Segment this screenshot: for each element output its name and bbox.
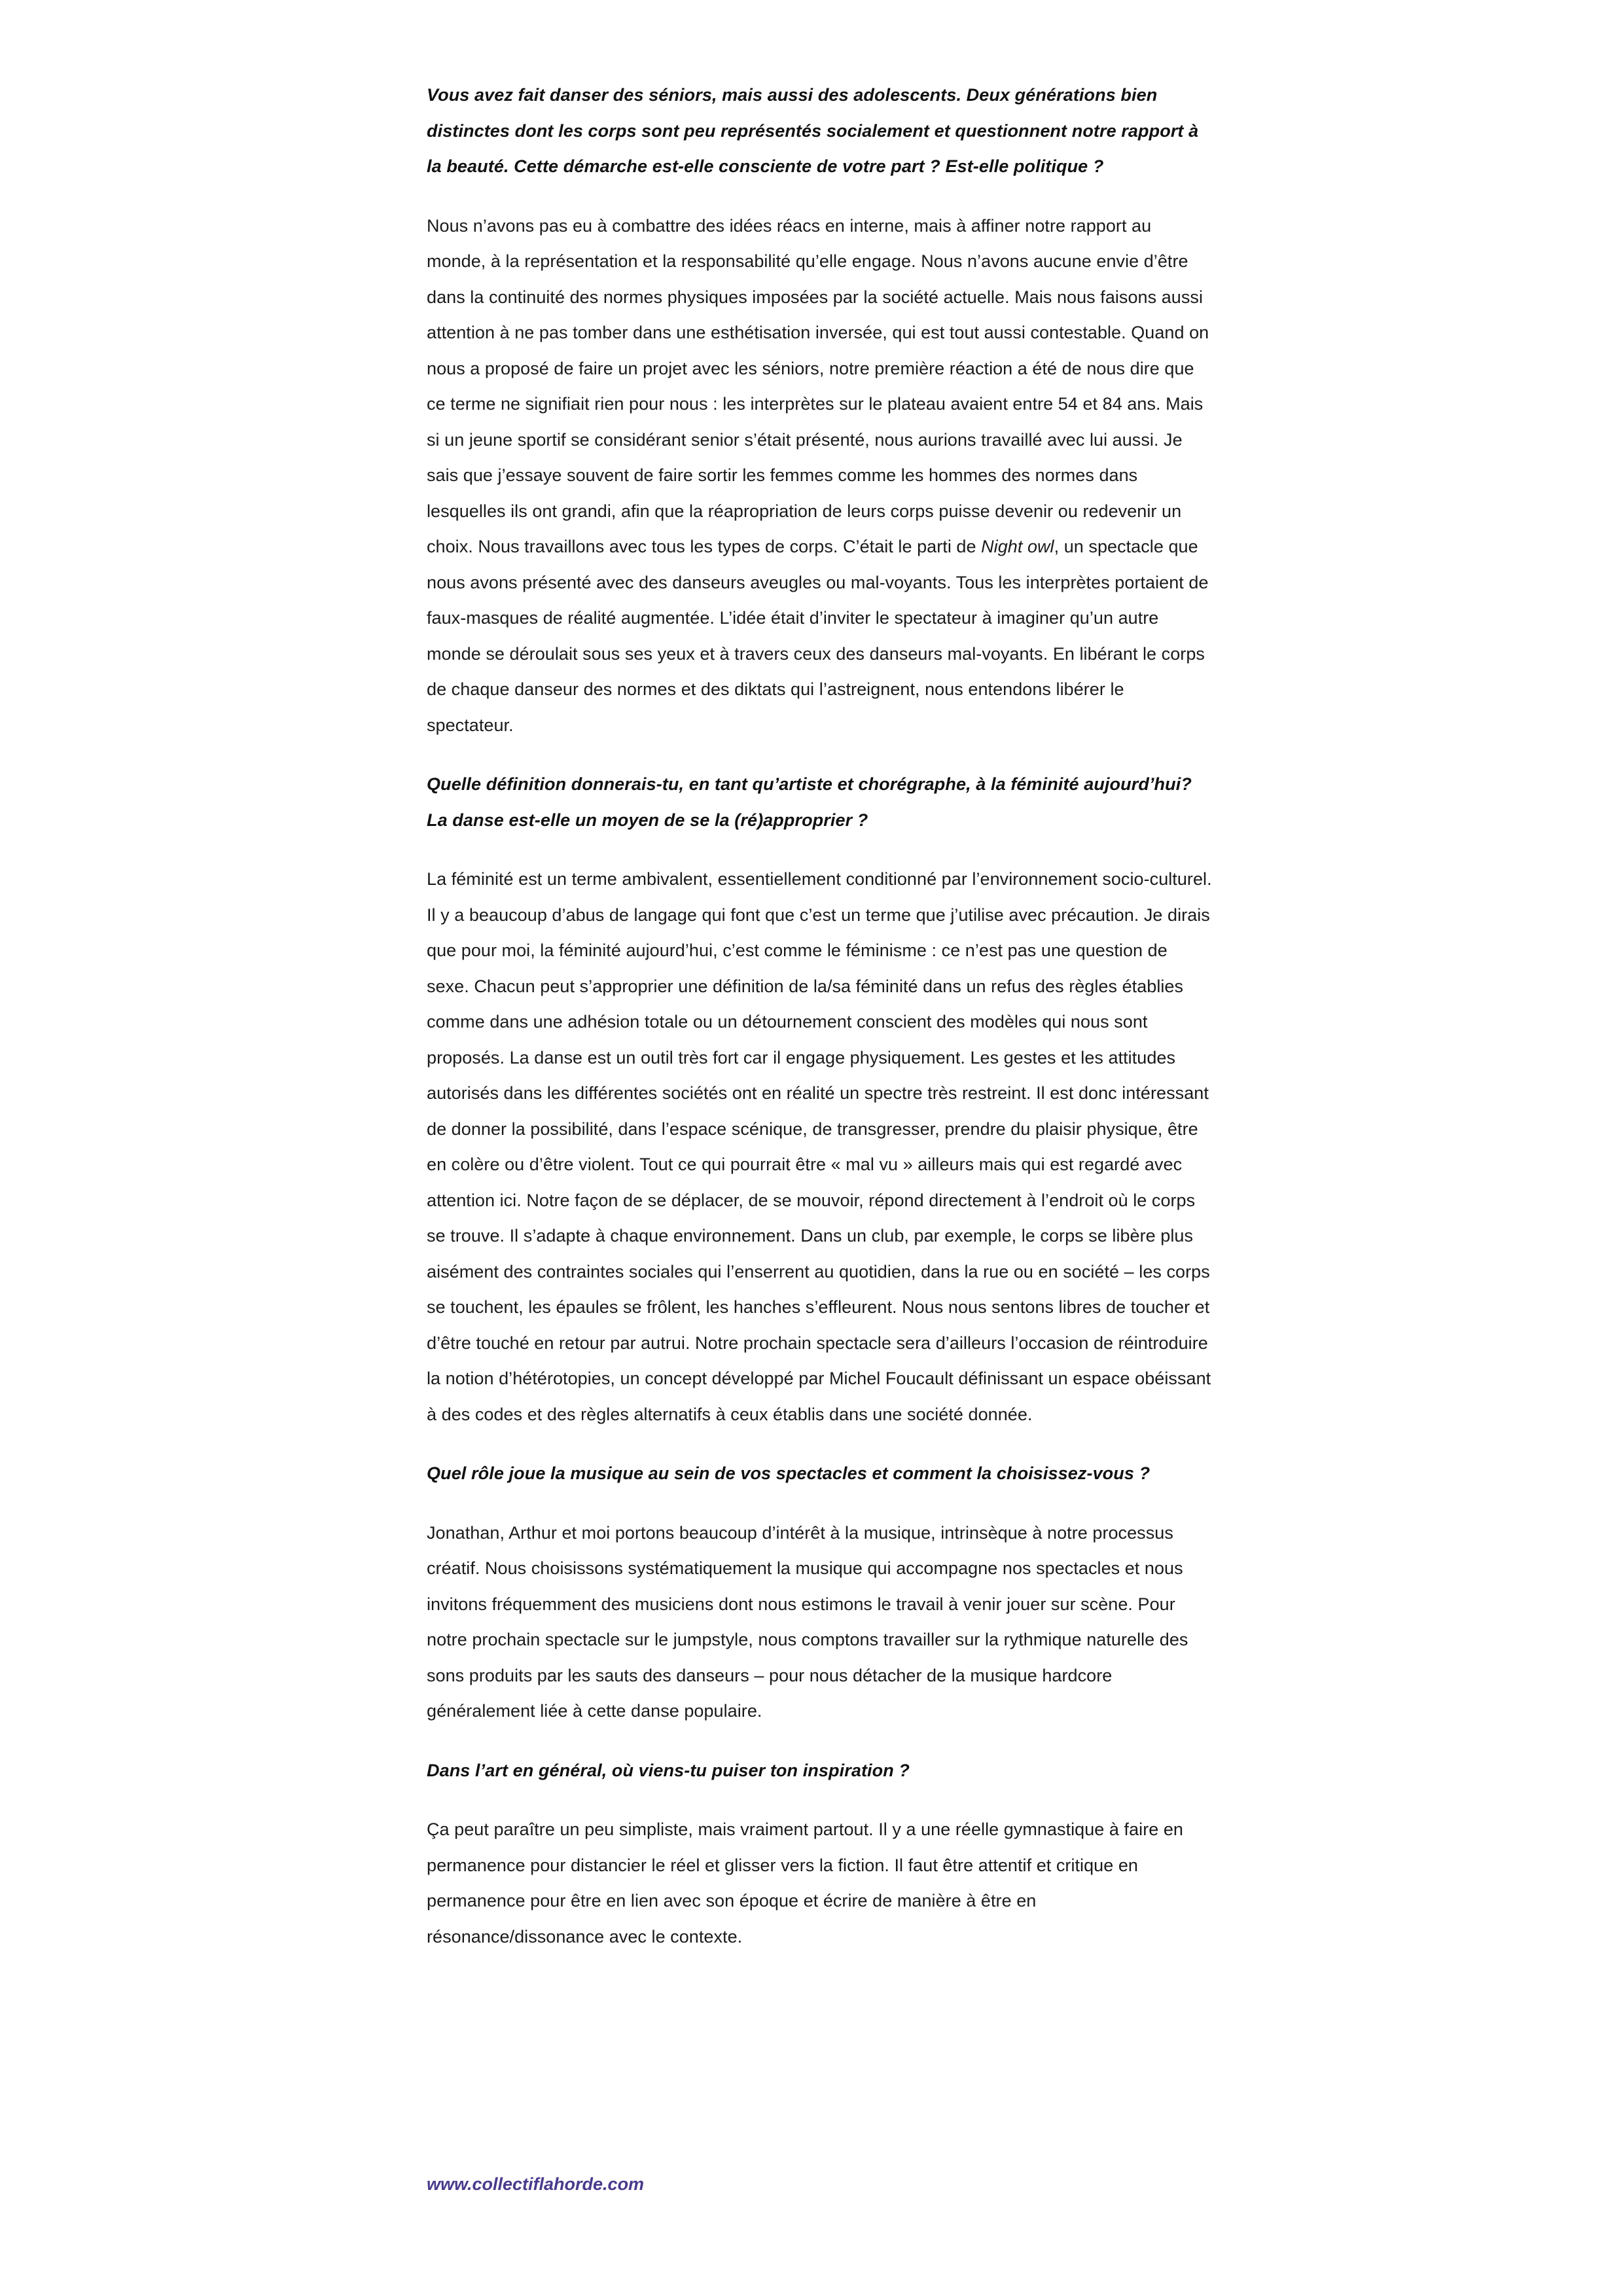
interview-answer: Jonathan, Arthur et moi portons beaucoup d’intérêt à la musique, intrinsèque à notre processus créatif. Nous choisissons systématiquement la musique qui accompagne nos spectacles et nous invitons fréquemment des musiciens dont nous estimons le travail à venir jouer sur scène. Pour notre prochain spectacle sur le jumpstyle, nous comptons travailler sur la rythmique naturelle des sons produits par les sauts des danseurs – pour nous détacher de la musique hardcore généralement liée à cette danse populaire.	[427, 1522, 1188, 1721]
interview-answer: La féminité est un terme ambivalent, essentiellement conditionné par l’environnement socio-culturel. Il y a beaucoup d’abus de langage qui font que c’est un terme que j’utilise avec précaution. Je dirais que pour moi, la féminité aujourd’hui, c’est comme le féminisme : ce n’est pas une question de sexe. Chacun peut s’approprier une définition de la/sa féminité dans un refus des règles établies comme dans une adhésion totale ou un détournement conscient des modèles qui nous sont proposés. La danse est un outil très fort car il engage physiquement. Les gestes et les attitudes autorisés dans les différentes sociétés ont en réalité un spectre très restreint. Il est donc intéressant de donner la possibilité, dans l’espace scénique, de transgresser, prendre du plaisir physique, être en colère ou d’être violent. Tout ce qui pourrait être « mal vu » ailleurs mais qui est regardé avec attention ici. Notre façon de se déplacer, de se mouvoir, répond directement à l’endroit où le corps se trouve. Il s’adapte à chaque environnement. Dans un club, par exemple, le corps se libère plus aisément des contraintes sociales qui l’enserrent au quotidien, dans la rue ou en société – les corps se touchent, les épaules se frôlent, les hanches s’effleurent. Nous nous sentons libres de toucher et d’être touché en retour par autrui. Notre prochain spectacle sera d’ailleurs l’occasion de réintroduire la notion d’hétérotopies, un concept développé par Michel Foucault définissant un espace obéissant à des codes et des règles alternatifs à ceux établis dans une société donnée.	[427, 869, 1212, 1424]
show-title: Night owl	[981, 537, 1054, 556]
interview-answer	[427, 208, 1212, 744]
interview-answer: Ça peut paraître un peu simpliste, mais vraiment partout. Il y a une réelle gymnastique à faire en permanence pour distancier le réel et glisser vers la fiction. Il faut être attentif et critique en permanence pour être en lien avec son époque et écrire de manière à être en résonance/dissonance avec le contexte.	[427, 1820, 1183, 1946]
interview-question: Quelle définition donnerais-tu, en tant qu’artiste et chorégraphe, à la féminité aujourd’hui? La danse est-elle un moyen de se la (ré)approprier ?	[427, 774, 1192, 830]
answer-text: Nous n’avons pas eu à combattre des idées réacs en interne, mais à affiner notre rapport au monde, à la représentation et la responsabilité qu’elle engage. Nous n’avons aucune envie d’être dans la continuité des normes physiques imposées par la société actuelle. Mais nous faisons aussi attention à ne pas tomber dans une esthétisation inversée, qui est tout aussi contestable. Quand on nous a proposé de faire un projet avec les séniors, notre première réaction a été de nous dire que ce terme ne signifiait rien pour nous : les interprètes sur le plateau avaient entre 54 et 84 ans. Mais si un jeune sportif se considérant senior s’était présenté, nous aurions travaillé avec lui aussi. Je sais que j’essaye souvent de faire sortir les femmes comme les hommes des normes dans lesquelles ils ont grandi, afin que la réapropriation de leurs corps puisse devenir ou redevenir un choix. Nous travaillons avec tous les types de corps. C’était le parti de	[427, 215, 1209, 556]
article-body	[427, 77, 1212, 1978]
interview-question: Vous avez fait danser des séniors, mais aussi des adolescents. Deux générations bien distinctes dont les corps sont peu représentés socialement et questionnent notre rapport à la beauté. Cette démarche est-elle consciente de votre part ? Est-elle politique ?	[427, 85, 1199, 176]
interview-question: Quel rôle joue la musique au sein de vos spectacles et comment la choisissez-vous ?	[427, 1463, 1150, 1483]
interview-question: Dans l’art en général, où viens-tu puiser ton inspiration ?	[427, 1760, 910, 1780]
website-link[interactable]: www.collectiflahorde.com	[427, 2174, 645, 2194]
answer-text: , un spectacle que nous avons présenté avec des danseurs aveugles ou mal-voyants. Tous les interprètes portaient de faux-masques de réalité augmentée. L’idée était d’inviter le spectateur à imaginer qu’un autre monde se déroulait sous ses yeux et à travers ceux des danseurs mal-voyants. En libérant le corps de chaque danseur des normes et des diktats qui l’astreignent, nous entendons libérer le spectateur.	[427, 537, 1209, 735]
